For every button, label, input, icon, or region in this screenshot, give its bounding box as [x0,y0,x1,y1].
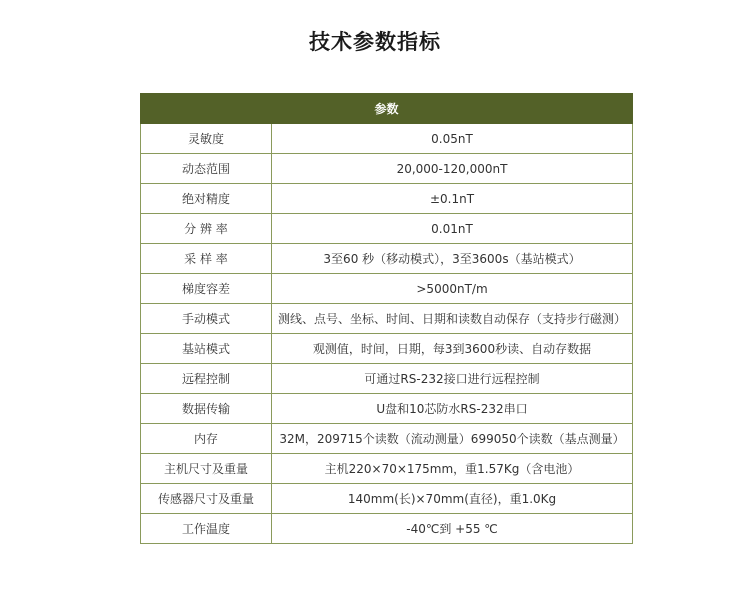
row-value: >5000nT/m [272,274,633,304]
row-label: 传感器尺寸及重量 [141,484,272,514]
table-header: 参数 [141,94,633,124]
row-value: 3至60 秒（移动模式），3至3600s（基站模式） [272,244,633,274]
row-label: 内存 [141,424,272,454]
table-row [141,184,633,214]
table-row [141,514,633,544]
table-row [141,424,633,454]
row-label: 基站模式 [141,334,272,364]
row-value: 可通过RS-232接口进行远程控制 [272,364,633,394]
row-label: 采 样 率 [141,244,272,274]
table-row [141,214,633,244]
row-label: 分 辨 率 [141,214,272,244]
row-value: 观测值，时间，日期，每3到3600秒读、自动存数据 [272,334,633,364]
table-row [141,154,633,184]
row-label: 动态范围 [141,154,272,184]
row-value: 20,000-120,000nT [272,154,633,184]
row-label: 工作温度 [141,514,272,544]
table-row [141,454,633,484]
row-label: 远程控制 [141,364,272,394]
row-label: 数据传输 [141,394,272,424]
row-value: 0.05nT [272,124,633,154]
row-value: 0.01nT [272,214,633,244]
page-title: 技术参数指标 [309,30,441,54]
table-row [141,304,633,334]
table-row [141,124,633,154]
table-row [141,334,633,364]
row-label: 手动模式 [141,304,272,334]
spec-table [140,93,633,544]
row-value: 32M，209715个读数（流动测量）699050个读数（基点测量） [272,424,633,454]
table-row [141,364,633,394]
row-label: 梯度容差 [141,274,272,304]
table-row [141,274,633,304]
row-value: -40℃到 +55 ℃ [272,514,633,544]
table-row [141,484,633,514]
row-value: U盘和10芯防水RS-232串口 [272,394,633,424]
row-label: 绝对精度 [141,184,272,214]
table-body [141,124,633,544]
row-label: 灵敏度 [141,124,272,154]
table-row [141,394,633,424]
table-header-row [141,94,633,124]
table-row [141,244,633,274]
row-value: 主机220×70×175mm，重1.57Kg（含电池） [272,454,633,484]
row-value: 140mm(长)×70mm(直径)，重1.0Kg [272,484,633,514]
row-value: ±0.1nT [272,184,633,214]
row-label: 主机尺寸及重量 [141,454,272,484]
row-value: 测线、点号、坐标、时间、日期和读数自动保存（支持步行磁测） [272,304,633,334]
